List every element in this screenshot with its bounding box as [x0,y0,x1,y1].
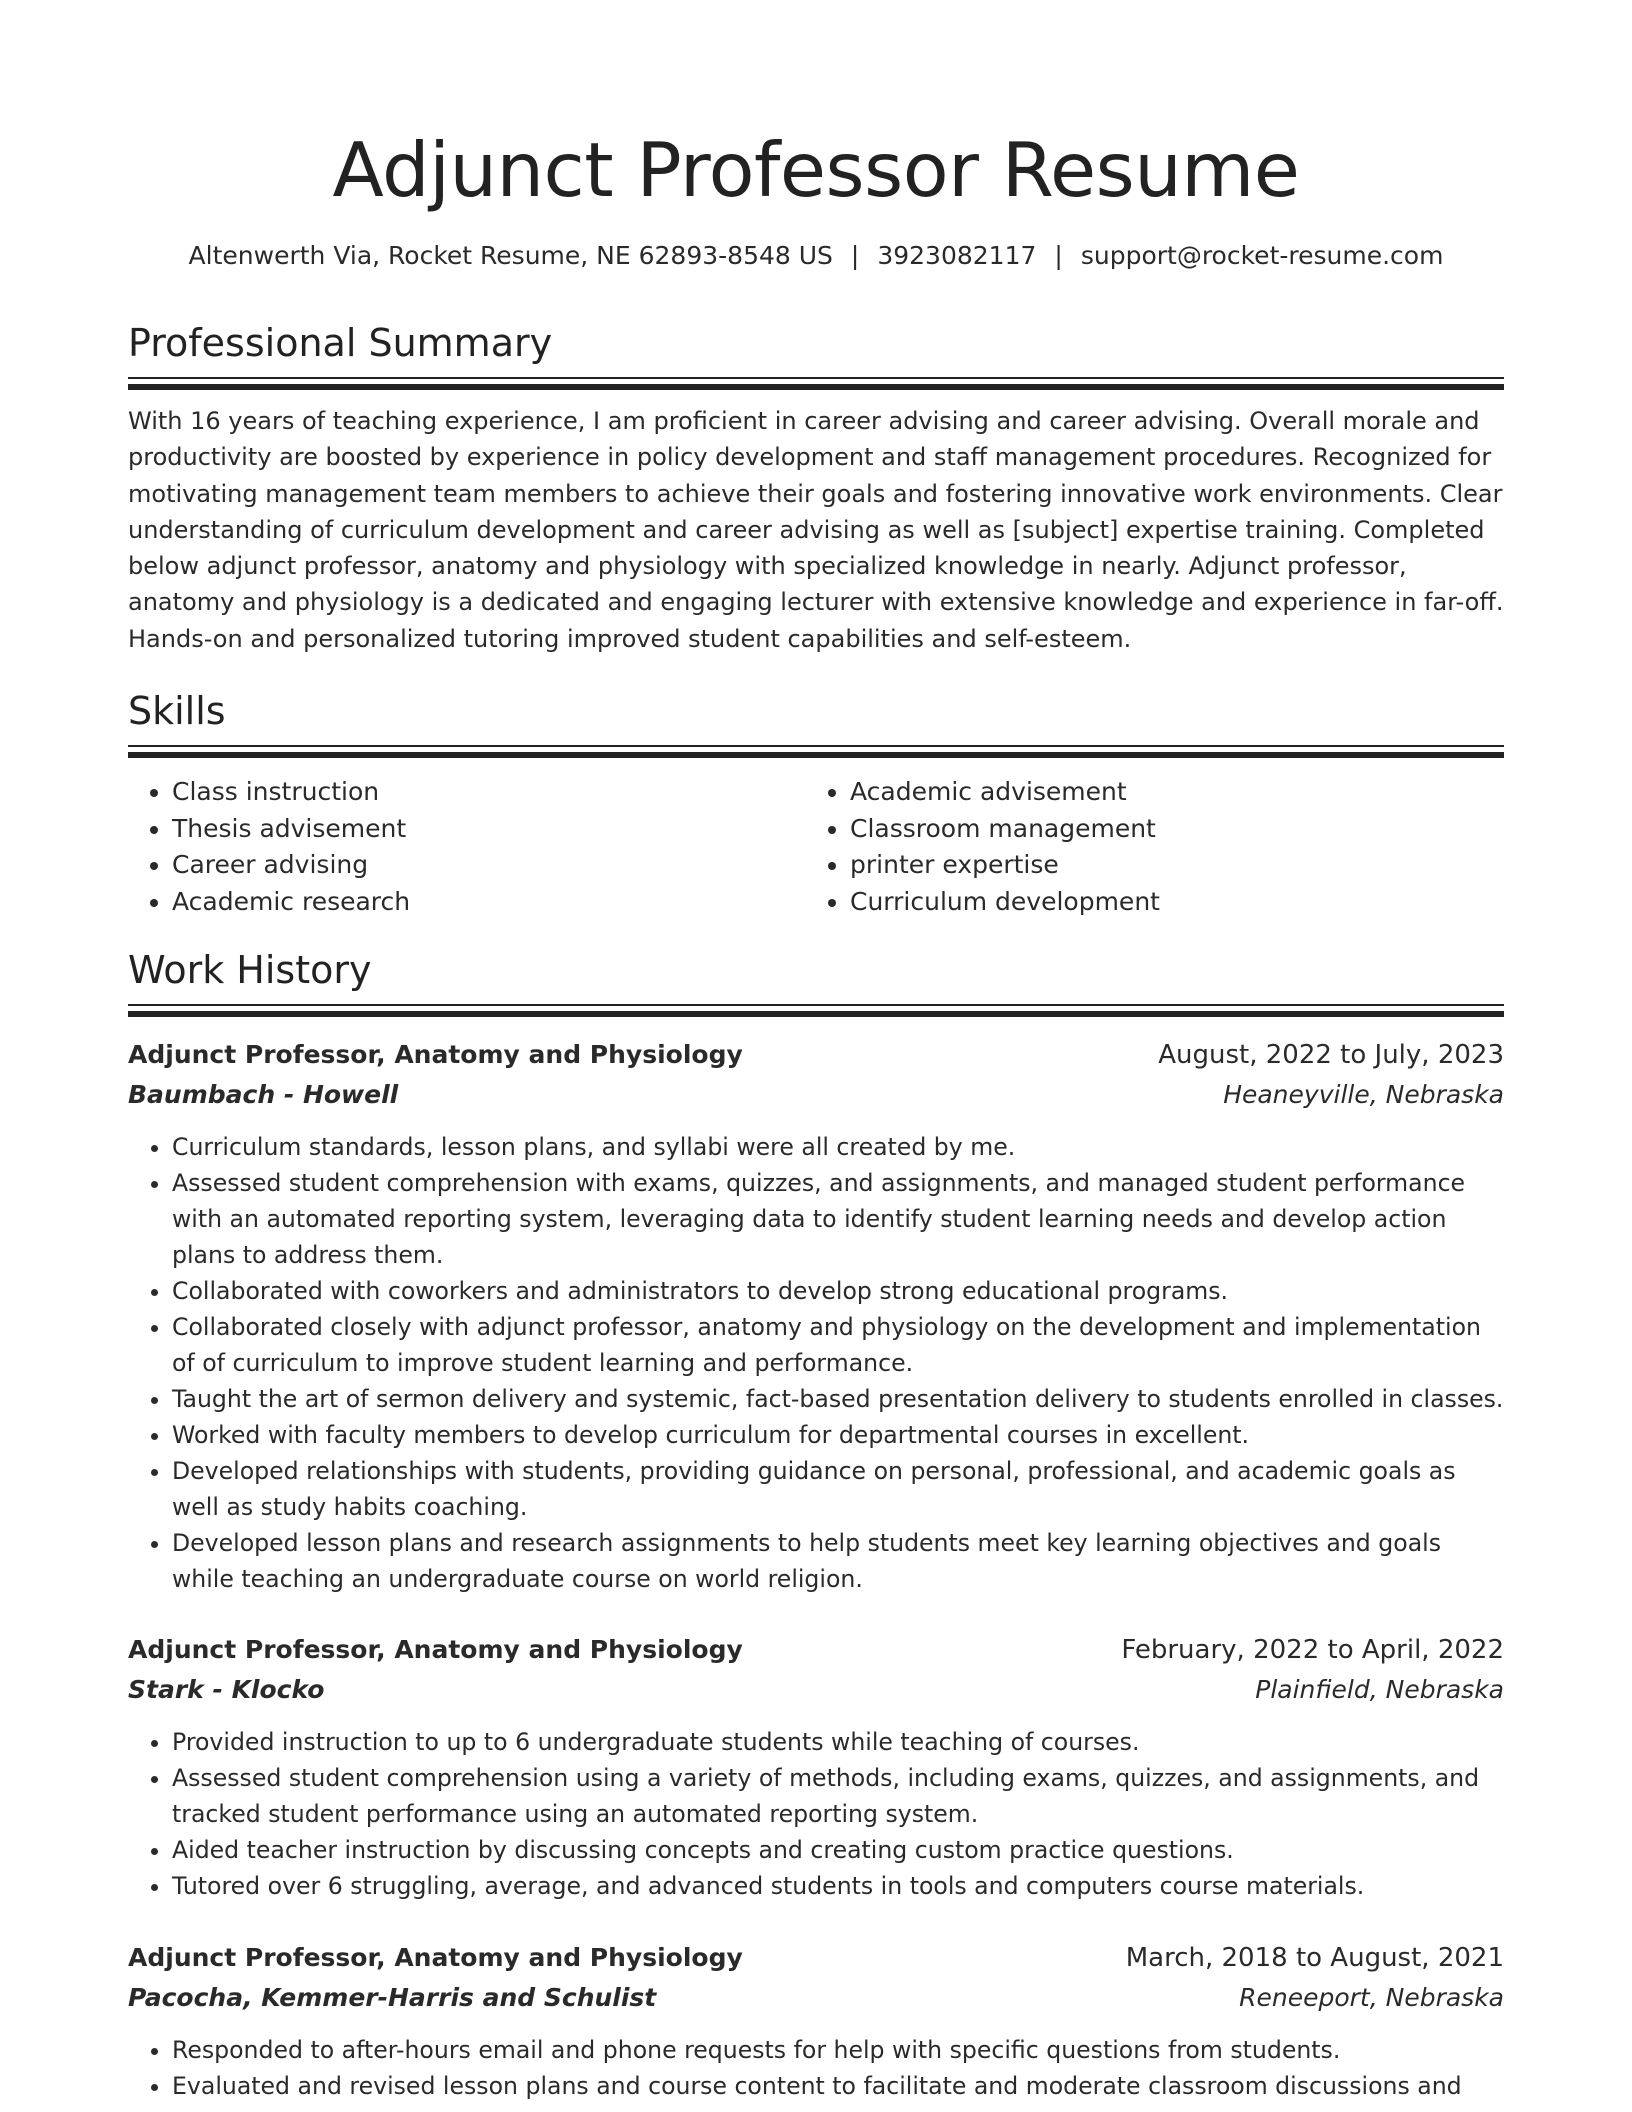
resume-title: Adjunct Professor Resume [332,126,1300,214]
section-heading-work: Work History [128,948,372,992]
job-bullet: • Collaborated closely with adjunct professor, anatomy and physiology on the development and implementation of of curriculum to improve student learning and performance. [172,1309,1504,1381]
job-bullet: • Assessed student comprehension using a variety of methods, including exams, quizzes, and assignments, and tracked student performance using an automated reporting system. [172,1760,1504,1832]
job-bullet: • Worked with faculty members to develop curriculum for departmental courses in excellent. [172,1417,1504,1453]
contact-separator: | [850,241,860,270]
section-divider [128,377,1504,390]
job-title: Adjunct Professor, Anatomy and Physiology [128,1635,743,1664]
job-dates: February, 2022 to April, 2022 [1121,1635,1504,1665]
skill-item: • Class instruction [172,774,806,811]
contact-separator: | [1054,241,1063,270]
job-company: Baumbach - Howell [128,1080,399,1109]
job-location: Heaneyville, Nebraska [1223,1080,1504,1109]
skill-item: • Academic research [172,884,806,921]
job-location: Reneeport, Nebraska [1239,1983,1504,2012]
skills-column-left [128,774,806,920]
section-heading-summary: Professional Summary [128,321,553,365]
job-bullet: • Collaborated with coworkers and administrators to develop strong educational programs. [172,1273,1504,1309]
contact-email: support@rocket-resume.com [1080,241,1444,270]
skills-column-right [806,774,1484,920]
job-bullet: • Tutored over 6 struggling, average, and advanced students in tools and computers course materials. [172,1868,1504,1904]
job-bullets [128,1129,1504,1597]
skill-item: • Thesis advisement [172,811,806,848]
job-title: Adjunct Professor, Anatomy and Physiology [128,1040,743,1069]
job-header [128,1035,1504,1115]
job-bullet: • Taught the art of sermon delivery and systemic, fact-based presentation delivery to students enrolled in classes. [172,1381,1504,1417]
contact-line [128,238,1504,274]
job-bullet: • Responded to after-hours email and phone requests for help with specific questions from students. [172,2032,1504,2068]
job-bullet: • Assessed student comprehension with exams, quizzes, and assignments, and managed student performance with an automated reporting system, leveraging data to identify student learning needs and develop action plans to address them. [172,1165,1504,1273]
job-bullet: • Developed relationships with students, providing guidance on personal, professional, and academic goals as well as study habits coaching. [172,1453,1504,1525]
skills-list [128,774,1504,920]
job-location: Plainfield, Nebraska [1255,1675,1504,1704]
job-header [128,1630,1504,1710]
job-dates: March, 2018 to August, 2021 [1125,1943,1504,1973]
skill-item: • Academic advisement [850,774,1484,811]
contact-phone: 3923082117 [877,241,1037,270]
skill-item: • Career advising [172,847,806,884]
job-bullet: • Provided instruction to up to 6 undergraduate students while teaching of courses. [172,1724,1504,1760]
section-divider [128,745,1504,758]
summary-text: With 16 years of teaching experience, I am proficient in career advising and career advising. Overall morale and productivity are boosted by experience in policy development and staff management procedures. Recognized for motivating management team members to achieve their goals and fostering innovative work environments. Clear understanding of curriculum development and career advising as well as [subject] expertise training. Completed below adjunct professor, anatomy and physiology with specialized knowledge in nearly. Adjunct professor, anatomy and physiology is a dedicated and engaging lecturer with extensive knowledge and experience in far-off. Hands-on and personalized tutoring improved student capabilities and self-esteem. [128,407,1504,653]
contact-address: Altenwerth Via, Rocket Resume, NE 62893-8548 US [188,241,833,270]
skill-item: • Curriculum development [850,884,1484,921]
skill-item: • printer expertise [850,847,1484,884]
job-bullet: • Developed lesson plans and research assignments to help students meet key learning objectives and goals while teaching an undergraduate course on world religion. [172,1525,1504,1597]
skill-item: • Classroom management [850,811,1484,848]
job-company: Pacocha, Kemmer-Harris and Schulist [128,1983,657,2012]
section-divider [128,1004,1504,1017]
job-title: Adjunct Professor, Anatomy and Physiology [128,1943,743,1972]
job-bullets [128,1724,1504,1904]
job-bullets [128,2032,1504,2104]
job-company: Stark - Klocko [128,1675,325,1704]
job-bullet: • Evaluated and revised lesson plans and course content to facilitate and moderate classroom discussions and [172,2068,1504,2104]
job-bullet: • Aided teacher instruction by discussing concepts and creating custom practice questions. [172,1832,1504,1868]
section-heading-skills: Skills [128,689,226,733]
job-bullet: • Curriculum standards, lesson plans, and syllabi were all created by me. [172,1129,1504,1165]
job-header [128,1938,1504,2018]
job-dates: August, 2022 to July, 2023 [1158,1040,1504,1070]
